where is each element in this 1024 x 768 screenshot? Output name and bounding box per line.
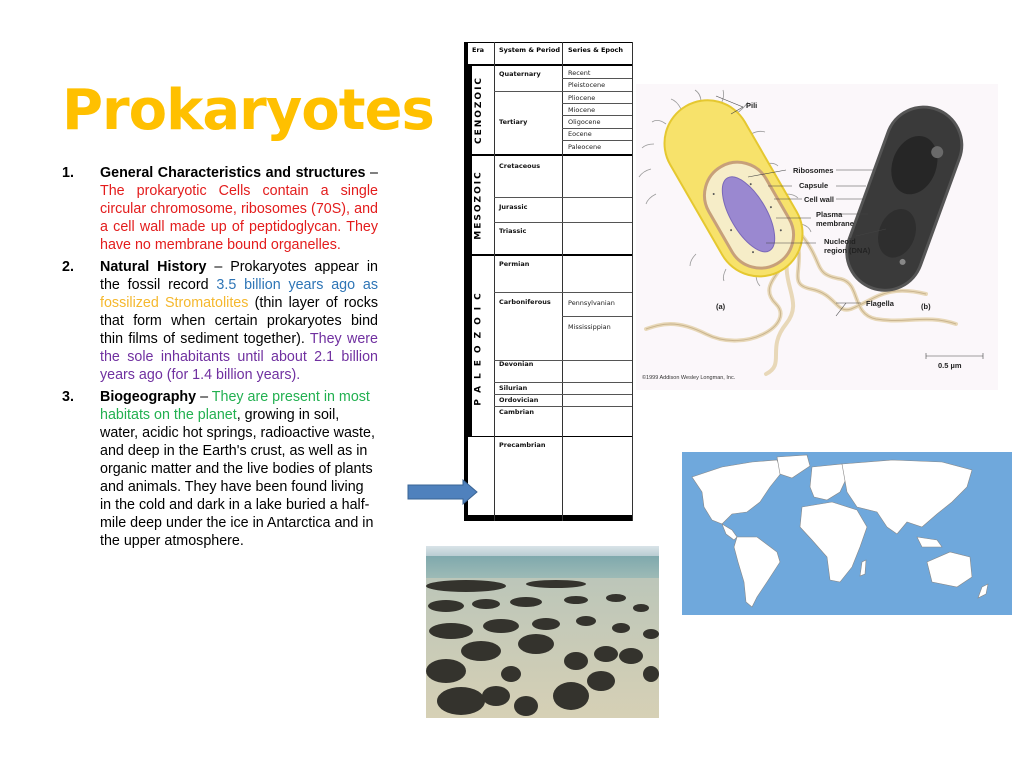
bacteria-diagram xyxy=(636,84,998,390)
bullet-heading: Natural History xyxy=(100,259,207,275)
label-pili: Pili xyxy=(746,101,758,110)
period-silurian: Silurian xyxy=(499,384,528,392)
bullet-number: 2. xyxy=(62,259,74,275)
epoch-pennsylvanian: Pennsylvanian xyxy=(568,299,615,307)
era-label: CENOZOIC xyxy=(474,75,485,145)
bullet-natural-history xyxy=(62,258,378,384)
label-line: Plasma xyxy=(816,210,843,219)
bullet-text-highlight: They were the sole inhabitants until about 2.1 billion years ago (for 1.4 billion years). xyxy=(100,331,378,383)
arrow-right-icon xyxy=(407,479,479,505)
epoch-pliocene: Pliocene xyxy=(568,94,596,102)
bullet-biogeography xyxy=(62,388,378,550)
era-paleozoic xyxy=(467,256,491,436)
label-nucleoid xyxy=(824,237,870,255)
label-cell-wall: Cell wall xyxy=(804,195,835,204)
label-panel-a: (a) xyxy=(716,302,726,311)
label-plasma-membrane xyxy=(816,210,854,228)
bacteria-illustration xyxy=(636,84,998,390)
label-ribosomes: Ribosomes xyxy=(793,166,834,175)
era-cenozoic xyxy=(467,66,491,154)
bullet-text-highlight: They are present in most habitats on the planet xyxy=(100,389,370,423)
header-epoch: Series & Epoch xyxy=(568,46,624,54)
dash: – xyxy=(196,389,212,405)
epoch-paleocene: Paleocene xyxy=(568,143,602,151)
epoch-eocene: Eocene xyxy=(568,130,592,138)
stromatolites-illustration xyxy=(426,546,659,718)
era-label: PALEOZOIC xyxy=(474,286,484,406)
geologic-time-table xyxy=(464,42,633,521)
bullet-general-characteristics xyxy=(62,164,378,254)
dash: – xyxy=(206,259,231,275)
period-precambrian: Precambrian xyxy=(499,441,546,449)
label-flagella: Flagella xyxy=(866,299,894,308)
bullet-text: Prokaryotes appear in the fossil record xyxy=(100,259,378,293)
header-period: System & Period xyxy=(499,46,560,54)
bullet-heading: General Characteristics and structures xyxy=(100,165,366,181)
epoch-pleistocene: Pleistocene xyxy=(568,81,606,89)
dash: – xyxy=(365,165,378,181)
period-cambrian: Cambrian xyxy=(499,408,535,416)
label-line: region (DNA) xyxy=(824,246,871,255)
bullet-list xyxy=(62,164,378,554)
header-era: Era xyxy=(472,46,485,54)
label-panel-b: (b) xyxy=(921,302,931,311)
stromatolites-photo xyxy=(426,546,659,718)
period-quaternary: Quaternary xyxy=(499,70,541,78)
bullet-text: The prokaryotic Cells contain a single circular chromosome, ribosomes (70S), and a cell wall made up of peptidoglycan. They have no membrane bound organelles. xyxy=(100,183,378,253)
epoch-recent: Recent xyxy=(568,69,591,77)
bullet-text: , growing in soil, water, acidic hot springs, radioactive waste, and deep in the Earth's crust, as well as in organic matter and the live bodies of plants and animals. They have been found living in the cold and dark in a lake buried a half-mile deep under the ice in Antarctica and in the upper atmosphere. xyxy=(100,407,375,549)
label-line: membrane xyxy=(816,219,854,228)
period-ordovician: Ordovician xyxy=(499,396,539,404)
label-scale: 0.5 µm xyxy=(938,361,962,370)
label-line: Nucleoid xyxy=(824,237,856,246)
bullet-text-highlight: fossilized Stromatolites xyxy=(100,295,249,311)
period-permian: Permian xyxy=(499,260,530,268)
period-tertiary: Tertiary xyxy=(499,118,528,126)
bullet-text: (thin layer of rocks that form when certain prokaryotes bind thin films of sediment together). xyxy=(100,295,378,347)
period-devonian: Devonian xyxy=(499,360,534,368)
slide-title: Prokaryotes xyxy=(62,78,434,143)
bullet-text-highlight: 3.5 billion years ago as xyxy=(216,277,378,293)
epoch-mississippian: Mississippian xyxy=(568,323,611,331)
label-capsule: Capsule xyxy=(799,181,829,190)
bullet-number: 3. xyxy=(62,389,74,405)
world-map-image xyxy=(682,452,1012,615)
world-map-illustration xyxy=(682,452,1012,615)
period-triassic: Triassic xyxy=(499,227,527,235)
period-cretaceous: Cretaceous xyxy=(499,162,541,170)
period-jurassic: Jurassic xyxy=(499,203,528,211)
bullet-heading: Biogeography xyxy=(100,389,197,405)
period-carboniferous: Carboniferous xyxy=(499,298,551,306)
era-mesozoic xyxy=(467,156,491,254)
bullet-number: 1. xyxy=(62,165,74,181)
epoch-oligocene: Oligocene xyxy=(568,118,601,126)
epoch-miocene: Miocene xyxy=(568,106,596,114)
copyright-text: ©1999 Addison Wesley Longman, Inc. xyxy=(642,375,736,381)
era-label: MESOZOIC xyxy=(474,170,484,240)
